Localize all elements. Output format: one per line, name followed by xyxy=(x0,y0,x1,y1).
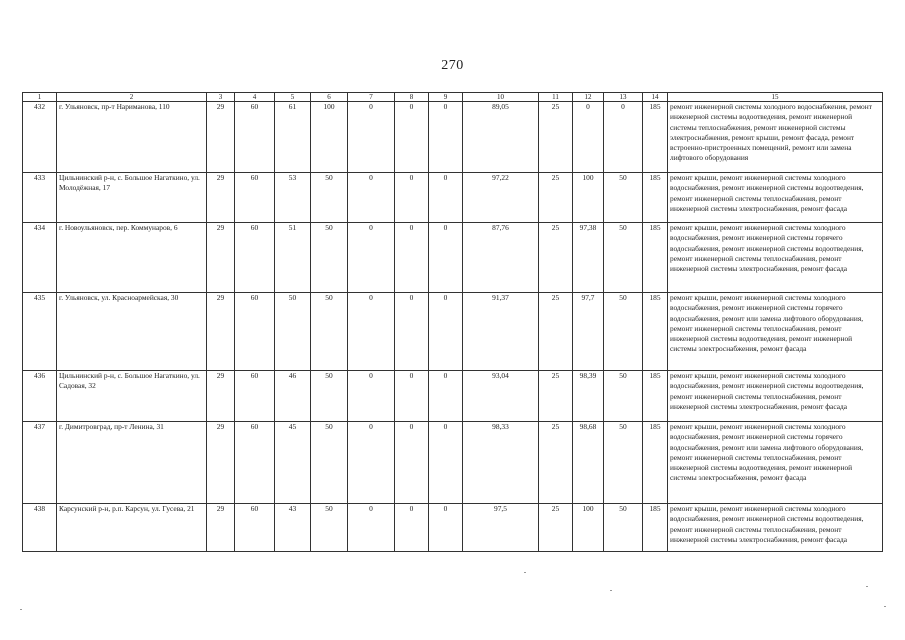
works-cell: ремонт крыши, ремонт инженерной системы холодного водоснабжения, ремонт инженерной системы водоотведения, ремонт инженерной системы теплоснабжения, ремонт инженерной системы электроснабжения, ремонт фасада xyxy=(668,371,883,422)
table-row xyxy=(23,371,883,422)
value-cell: 185 xyxy=(643,504,668,552)
value-cell: 0 xyxy=(395,293,429,371)
value-cell: 50 xyxy=(604,504,643,552)
row-id: 432 xyxy=(23,102,57,173)
row-id: 434 xyxy=(23,223,57,293)
column-number: 14 xyxy=(643,93,668,102)
works-cell: ремонт крыши, ремонт инженерной системы холодного водоснабжения, ремонт инженерной системы горячего водоснабжения, ремонт инженерной системы водоотведения, ремонт инженерной системы теплоснабжения, ремонт инженерной системы электроснабжения, ремонт фасада xyxy=(668,223,883,293)
column-number: 2 xyxy=(57,93,207,102)
value-cell: 0 xyxy=(348,102,395,173)
scan-speck xyxy=(884,606,886,607)
value-cell: 185 xyxy=(643,293,668,371)
value-cell: 98,39 xyxy=(573,371,604,422)
works-cell: ремонт инженерной системы холодного водоснабжения, ремонт инженерной системы водоотведения, ремонт инженерной системы теплоснабжения, ремонт инженерной системы электроснабжения, ремонт крыши, ремонт фасада, ремонт встроенно-пристроенных помещений, ремонт или замена лифтового оборудования xyxy=(668,102,883,173)
column-number: 9 xyxy=(429,93,463,102)
value-cell: 60 xyxy=(235,173,275,223)
row-id: 438 xyxy=(23,504,57,552)
value-cell: 97,38 xyxy=(573,223,604,293)
value-cell: 29 xyxy=(207,504,235,552)
value-cell: 185 xyxy=(643,422,668,504)
value-cell: 25 xyxy=(539,173,573,223)
table-row xyxy=(23,422,883,504)
column-number: 8 xyxy=(395,93,429,102)
value-cell: 91,37 xyxy=(463,293,539,371)
value-cell: 60 xyxy=(235,504,275,552)
column-number-row xyxy=(23,93,883,102)
value-cell: 60 xyxy=(235,102,275,173)
value-cell: 60 xyxy=(235,223,275,293)
value-cell: 29 xyxy=(207,422,235,504)
value-cell: 50 xyxy=(604,422,643,504)
value-cell: 98,68 xyxy=(573,422,604,504)
column-number: 11 xyxy=(539,93,573,102)
column-number: 6 xyxy=(311,93,348,102)
row-id: 433 xyxy=(23,173,57,223)
value-cell: 97,7 xyxy=(573,293,604,371)
repair-registry-table xyxy=(22,92,883,552)
value-cell: 0 xyxy=(395,422,429,504)
scan-speck xyxy=(866,586,868,587)
value-cell: 0 xyxy=(395,504,429,552)
address-cell: Цильнинский р-н, с. Большое Нагаткино, ул. Садовая, 32 xyxy=(57,371,207,422)
column-number: 7 xyxy=(348,93,395,102)
works-cell: ремонт крыши, ремонт инженерной системы холодного водоснабжения, ремонт инженерной системы горячего водоснабжения, ремонт или замена лифтового оборудования, ремонт инженерной системы теплоснабжения, ремонт инженерной системы водоотведения, ремонт инженерной системы электроснабжения, ремонт фасада xyxy=(668,293,883,371)
works-cell: ремонт крыши, ремонт инженерной системы холодного водоснабжения, ремонт инженерной системы горячего водоснабжения, ремонт или замена лифтового оборудования, ремонт инженерной системы теплоснабжения, ремонт инженерной системы водоотведения, ремонт инженерной системы электроснабжения, ремонт фасада xyxy=(668,422,883,504)
scan-speck xyxy=(524,572,526,573)
value-cell: 185 xyxy=(643,102,668,173)
value-cell: 98,33 xyxy=(463,422,539,504)
value-cell: 0 xyxy=(395,173,429,223)
value-cell: 60 xyxy=(235,422,275,504)
value-cell: 0 xyxy=(429,223,463,293)
value-cell: 0 xyxy=(348,173,395,223)
value-cell: 29 xyxy=(207,223,235,293)
value-cell: 0 xyxy=(348,504,395,552)
value-cell: 25 xyxy=(539,102,573,173)
value-cell: 185 xyxy=(643,371,668,422)
value-cell: 50 xyxy=(311,223,348,293)
value-cell: 0 xyxy=(573,102,604,173)
table-row xyxy=(23,102,883,173)
value-cell: 50 xyxy=(604,293,643,371)
column-number: 4 xyxy=(235,93,275,102)
column-number: 5 xyxy=(275,93,311,102)
value-cell: 0 xyxy=(429,173,463,223)
value-cell: 0 xyxy=(348,223,395,293)
value-cell: 50 xyxy=(311,371,348,422)
address-cell: г. Новоульяновск, пер. Коммунаров, 6 xyxy=(57,223,207,293)
value-cell: 0 xyxy=(395,102,429,173)
address-cell: Цильнинский р-н, с. Большое Нагаткино, ул. Молодёжная, 17 xyxy=(57,173,207,223)
table-row xyxy=(23,504,883,552)
table-row xyxy=(23,293,883,371)
value-cell: 50 xyxy=(604,223,643,293)
value-cell: 50 xyxy=(311,293,348,371)
value-cell: 60 xyxy=(235,293,275,371)
address-cell: Карсунский р-н, р.п. Карсун, ул. Гусева, 21 xyxy=(57,504,207,552)
column-number: 12 xyxy=(573,93,604,102)
column-number: 10 xyxy=(463,93,539,102)
table-row xyxy=(23,223,883,293)
value-cell: 25 xyxy=(539,422,573,504)
value-cell: 0 xyxy=(604,102,643,173)
value-cell: 93,04 xyxy=(463,371,539,422)
value-cell: 0 xyxy=(395,371,429,422)
value-cell: 100 xyxy=(573,504,604,552)
value-cell: 0 xyxy=(429,504,463,552)
value-cell: 0 xyxy=(429,371,463,422)
value-cell: 0 xyxy=(348,422,395,504)
page-number: 270 xyxy=(441,58,464,73)
value-cell: 29 xyxy=(207,173,235,223)
value-cell: 46 xyxy=(275,371,311,422)
value-cell: 29 xyxy=(207,293,235,371)
value-cell: 60 xyxy=(235,371,275,422)
value-cell: 29 xyxy=(207,102,235,173)
value-cell: 29 xyxy=(207,371,235,422)
column-number: 15 xyxy=(668,93,883,102)
value-cell: 89,05 xyxy=(463,102,539,173)
value-cell: 50 xyxy=(311,422,348,504)
column-number: 3 xyxy=(207,93,235,102)
table-row xyxy=(23,173,883,223)
value-cell: 0 xyxy=(348,371,395,422)
value-cell: 0 xyxy=(429,102,463,173)
value-cell: 97,22 xyxy=(463,173,539,223)
value-cell: 50 xyxy=(604,371,643,422)
value-cell: 0 xyxy=(429,293,463,371)
value-cell: 53 xyxy=(275,173,311,223)
value-cell: 25 xyxy=(539,293,573,371)
value-cell: 100 xyxy=(573,173,604,223)
scan-speck xyxy=(610,590,612,591)
value-cell: 185 xyxy=(643,223,668,293)
works-cell: ремонт крыши, ремонт инженерной системы холодного водоснабжения, ремонт инженерной системы водоотведения, ремонт инженерной системы теплоснабжения, ремонт инженерной системы электроснабжения, ремонт фасада xyxy=(668,504,883,552)
value-cell: 0 xyxy=(348,293,395,371)
value-cell: 87,76 xyxy=(463,223,539,293)
row-id: 436 xyxy=(23,371,57,422)
value-cell: 50 xyxy=(604,173,643,223)
value-cell: 50 xyxy=(311,504,348,552)
value-cell: 61 xyxy=(275,102,311,173)
address-cell: г. Ульяновск, ул. Красноармейская, 30 xyxy=(57,293,207,371)
value-cell: 50 xyxy=(311,173,348,223)
column-number: 1 xyxy=(23,93,57,102)
value-cell: 0 xyxy=(395,223,429,293)
value-cell: 100 xyxy=(311,102,348,173)
value-cell: 25 xyxy=(539,223,573,293)
value-cell: 51 xyxy=(275,223,311,293)
address-cell: г. Димитровград, пр-т Ленина, 31 xyxy=(57,422,207,504)
value-cell: 50 xyxy=(275,293,311,371)
value-cell: 25 xyxy=(539,504,573,552)
column-number: 13 xyxy=(604,93,643,102)
works-cell: ремонт крыши, ремонт инженерной системы холодного водоснабжения, ремонт инженерной системы водоотведения, ремонт инженерной системы теплоснабжения, ремонт инженерной системы электроснабжения, ремонт фасада xyxy=(668,173,883,223)
value-cell: 185 xyxy=(643,173,668,223)
value-cell: 0 xyxy=(429,422,463,504)
value-cell: 43 xyxy=(275,504,311,552)
row-id: 435 xyxy=(23,293,57,371)
row-id: 437 xyxy=(23,422,57,504)
value-cell: 45 xyxy=(275,422,311,504)
scan-speck xyxy=(20,609,22,610)
value-cell: 25 xyxy=(539,371,573,422)
address-cell: г. Ульяновск, пр-т Нариманова, 110 xyxy=(57,102,207,173)
value-cell: 97,5 xyxy=(463,504,539,552)
